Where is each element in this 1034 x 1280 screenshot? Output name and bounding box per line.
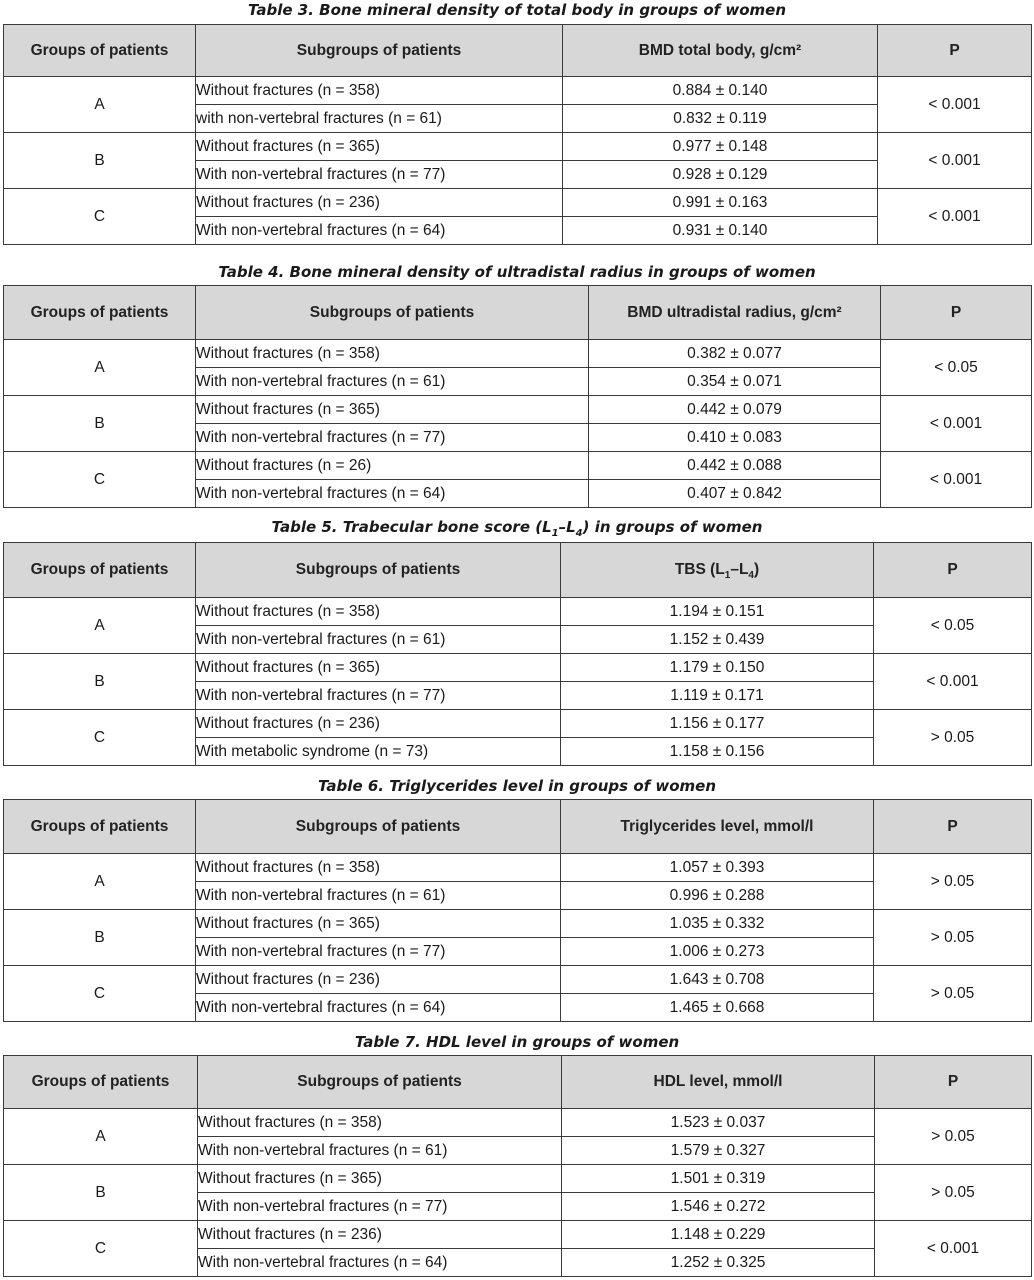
p-value: < 0.001 <box>878 189 1032 245</box>
group-label: B <box>4 654 196 710</box>
subgroup-cell: Without fractures (n = 358) <box>196 340 589 368</box>
subgroup-cell: With non-vertebral fractures (n = 61) <box>196 368 589 396</box>
group-label: A <box>4 598 196 654</box>
value-cell: 1.194 ± 0.151 <box>561 598 874 626</box>
subgroup-cell: With non-vertebral fractures (n = 77) <box>196 161 563 189</box>
table-row <box>4 710 1032 738</box>
table-4 <box>3 285 1032 508</box>
value-cell: 0.884 ± 0.140 <box>563 77 878 105</box>
value-cell: 1.179 ± 0.150 <box>561 654 874 682</box>
value-cell: 1.579 ± 0.327 <box>562 1137 875 1165</box>
value-cell: 0.407 ± 0.842 <box>589 480 881 508</box>
value-cell: 1.523 ± 0.037 <box>562 1109 875 1137</box>
header-groups: Groups of patients <box>4 25 196 77</box>
subgroup-cell: Without fractures (n = 358) <box>196 77 563 105</box>
subgroup-cell: Without fractures (n = 26) <box>196 452 589 480</box>
subgroup-cell: With non-vertebral fractures (n = 64) <box>196 994 561 1022</box>
group-label: A <box>4 1109 198 1165</box>
group-label: B <box>4 396 196 452</box>
p-value: > 0.05 <box>874 966 1032 1022</box>
p-value: < 0.05 <box>874 598 1032 654</box>
value-cell: 1.156 ± 0.177 <box>561 710 874 738</box>
table-row <box>4 598 1032 626</box>
subgroup-cell: Without fractures (n = 365) <box>198 1165 562 1193</box>
value-cell: 0.977 ± 0.148 <box>563 133 878 161</box>
p-value: < 0.001 <box>881 396 1032 452</box>
group-label: B <box>4 133 196 189</box>
table-7-caption: Table 7. HDL level in groups of women <box>354 1033 680 1051</box>
subgroup-cell: Without fractures (n = 365) <box>196 910 561 938</box>
value-cell: 0.354 ± 0.071 <box>589 368 881 396</box>
group-label: A <box>4 77 196 133</box>
p-value: > 0.05 <box>874 710 1032 766</box>
group-label: C <box>4 710 196 766</box>
table-header-row <box>4 1056 1032 1109</box>
header-value: BMD ultradistal radius, g/cm² <box>589 286 881 340</box>
subgroup-cell: With non-vertebral fractures (n = 77) <box>198 1193 562 1221</box>
table-row <box>4 910 1032 938</box>
header-p: P <box>878 25 1032 77</box>
group-label: B <box>4 1165 198 1221</box>
subgroup-cell: With non-vertebral fractures (n = 61) <box>198 1137 562 1165</box>
subgroup-cell: With non-vertebral fractures (n = 77) <box>196 938 561 966</box>
table-row <box>4 654 1032 682</box>
value-cell: 1.057 ± 0.393 <box>561 854 874 882</box>
table-5 <box>3 542 1032 766</box>
group-label: B <box>4 910 196 966</box>
subgroup-cell: Without fractures (n = 358) <box>196 854 561 882</box>
value-cell: 0.442 ± 0.079 <box>589 396 881 424</box>
value-cell: 1.035 ± 0.332 <box>561 910 874 938</box>
value-cell: 1.465 ± 0.668 <box>561 994 874 1022</box>
header-p: P <box>881 286 1032 340</box>
group-label: C <box>4 1221 198 1277</box>
table-3 <box>3 24 1032 245</box>
p-value: < 0.001 <box>878 77 1032 133</box>
header-subgroups: Subgroups of patients <box>196 543 561 598</box>
table-row <box>4 1221 1032 1249</box>
subgroup-cell: With non-vertebral fractures (n = 77) <box>196 424 589 452</box>
table-row <box>4 1109 1032 1137</box>
header-value: Triglycerides level, mmol/l <box>561 800 874 854</box>
header-groups: Groups of patients <box>4 286 196 340</box>
header-groups: Groups of patients <box>4 543 196 598</box>
group-label: C <box>4 966 196 1022</box>
subgroup-cell: With non-vertebral fractures (n = 64) <box>198 1249 562 1277</box>
group-label: A <box>4 340 196 396</box>
table-3-caption: Table 3. Bone mineral density of total body in groups of women <box>247 1 787 19</box>
subgroup-cell: With non-vertebral fractures (n = 61) <box>196 882 561 910</box>
subgroup-cell: Without fractures (n = 358) <box>196 598 561 626</box>
table-row <box>4 189 1032 217</box>
group-label: C <box>4 189 196 245</box>
p-value: < 0.001 <box>874 654 1032 710</box>
value-cell: 1.006 ± 0.273 <box>561 938 874 966</box>
value-cell: 1.546 ± 0.272 <box>562 1193 875 1221</box>
table-6-caption: Table 6. Triglycerides level in groups of women <box>317 777 717 795</box>
value-cell: 1.119 ± 0.171 <box>561 682 874 710</box>
group-label: C <box>4 452 196 508</box>
p-value: > 0.05 <box>874 854 1032 910</box>
header-groups: Groups of patients <box>4 800 196 854</box>
header-p: P <box>875 1056 1032 1109</box>
value-cell: 1.148 ± 0.229 <box>562 1221 875 1249</box>
header-subgroups: Subgroups of patients <box>198 1056 562 1109</box>
value-cell: 1.158 ± 0.156 <box>561 738 874 766</box>
p-value: < 0.05 <box>881 340 1032 396</box>
value-cell: 1.643 ± 0.708 <box>561 966 874 994</box>
subgroup-cell: with non-vertebral fractures (n = 61) <box>196 105 563 133</box>
table-row <box>4 133 1032 161</box>
subgroup-cell: With non-vertebral fractures (n = 64) <box>196 480 589 508</box>
subgroup-cell: Without fractures (n = 236) <box>196 966 561 994</box>
table-header-row <box>4 25 1032 77</box>
header-p: P <box>874 543 1032 598</box>
subgroup-cell: Without fractures (n = 358) <box>198 1109 562 1137</box>
p-value: > 0.05 <box>875 1109 1032 1165</box>
header-subgroups: Subgroups of patients <box>196 286 589 340</box>
table-row <box>4 340 1032 368</box>
group-label: A <box>4 854 196 910</box>
p-value: < 0.001 <box>875 1221 1032 1277</box>
header-subgroups: Subgroups of patients <box>196 800 561 854</box>
table-row <box>4 77 1032 105</box>
subgroup-cell: Without fractures (n = 365) <box>196 133 563 161</box>
subgroup-cell: With non-vertebral fractures (n = 61) <box>196 626 561 654</box>
table-row <box>4 966 1032 994</box>
table-7 <box>3 1055 1032 1277</box>
subgroup-cell: With metabolic syndrome (n = 73) <box>196 738 561 766</box>
table-header-row <box>4 286 1032 340</box>
value-cell: 0.996 ± 0.288 <box>561 882 874 910</box>
value-cell: 0.832 ± 0.119 <box>563 105 878 133</box>
table-6 <box>3 799 1032 1022</box>
header-value: BMD total body, g/cm² <box>563 25 878 77</box>
subgroup-cell: Without fractures (n = 365) <box>196 654 561 682</box>
table-row <box>4 1165 1032 1193</box>
value-cell: 1.152 ± 0.439 <box>561 626 874 654</box>
p-value: < 0.001 <box>881 452 1032 508</box>
subgroup-cell: With non-vertebral fractures (n = 77) <box>196 682 561 710</box>
table-row <box>4 452 1032 480</box>
header-p: P <box>874 800 1032 854</box>
table-5-caption: Table 5. Trabecular bone score $(L_1-L_4)$ in groups of women <box>271 518 763 539</box>
subgroup-cell: With non-vertebral fractures (n = 64) <box>196 217 563 245</box>
header-groups: Groups of patients <box>4 1056 198 1109</box>
p-value: > 0.05 <box>875 1165 1032 1221</box>
header-value: HDL level, mmol/l <box>562 1056 875 1109</box>
header-value: TBS $(L_1-L_4)$ <box>561 543 874 598</box>
p-value: > 0.05 <box>874 910 1032 966</box>
value-cell: 0.410 ± 0.083 <box>589 424 881 452</box>
value-cell: 0.991 ± 0.163 <box>563 189 878 217</box>
subgroup-cell: Without fractures (n = 236) <box>196 710 561 738</box>
header-subgroups: Subgroups of patients <box>196 25 563 77</box>
value-cell: 0.931 ± 0.140 <box>563 217 878 245</box>
value-cell: 0.442 ± 0.088 <box>589 452 881 480</box>
subgroup-cell: Without fractures (n = 236) <box>198 1221 562 1249</box>
table-row <box>4 854 1032 882</box>
p-value: < 0.001 <box>878 133 1032 189</box>
table-header-row <box>4 543 1032 598</box>
value-cell: 1.252 ± 0.325 <box>562 1249 875 1277</box>
table-header-row <box>4 800 1032 854</box>
subgroup-cell: Without fractures (n = 365) <box>196 396 589 424</box>
value-cell: 1.501 ± 0.319 <box>562 1165 875 1193</box>
value-cell: 0.382 ± 0.077 <box>589 340 881 368</box>
table-4-caption: Table 4. Bone mineral density of ultradistal radius in groups of women <box>218 263 816 281</box>
value-cell: 0.928 ± 0.129 <box>563 161 878 189</box>
table-row <box>4 396 1032 424</box>
subgroup-cell: Without fractures (n = 236) <box>196 189 563 217</box>
